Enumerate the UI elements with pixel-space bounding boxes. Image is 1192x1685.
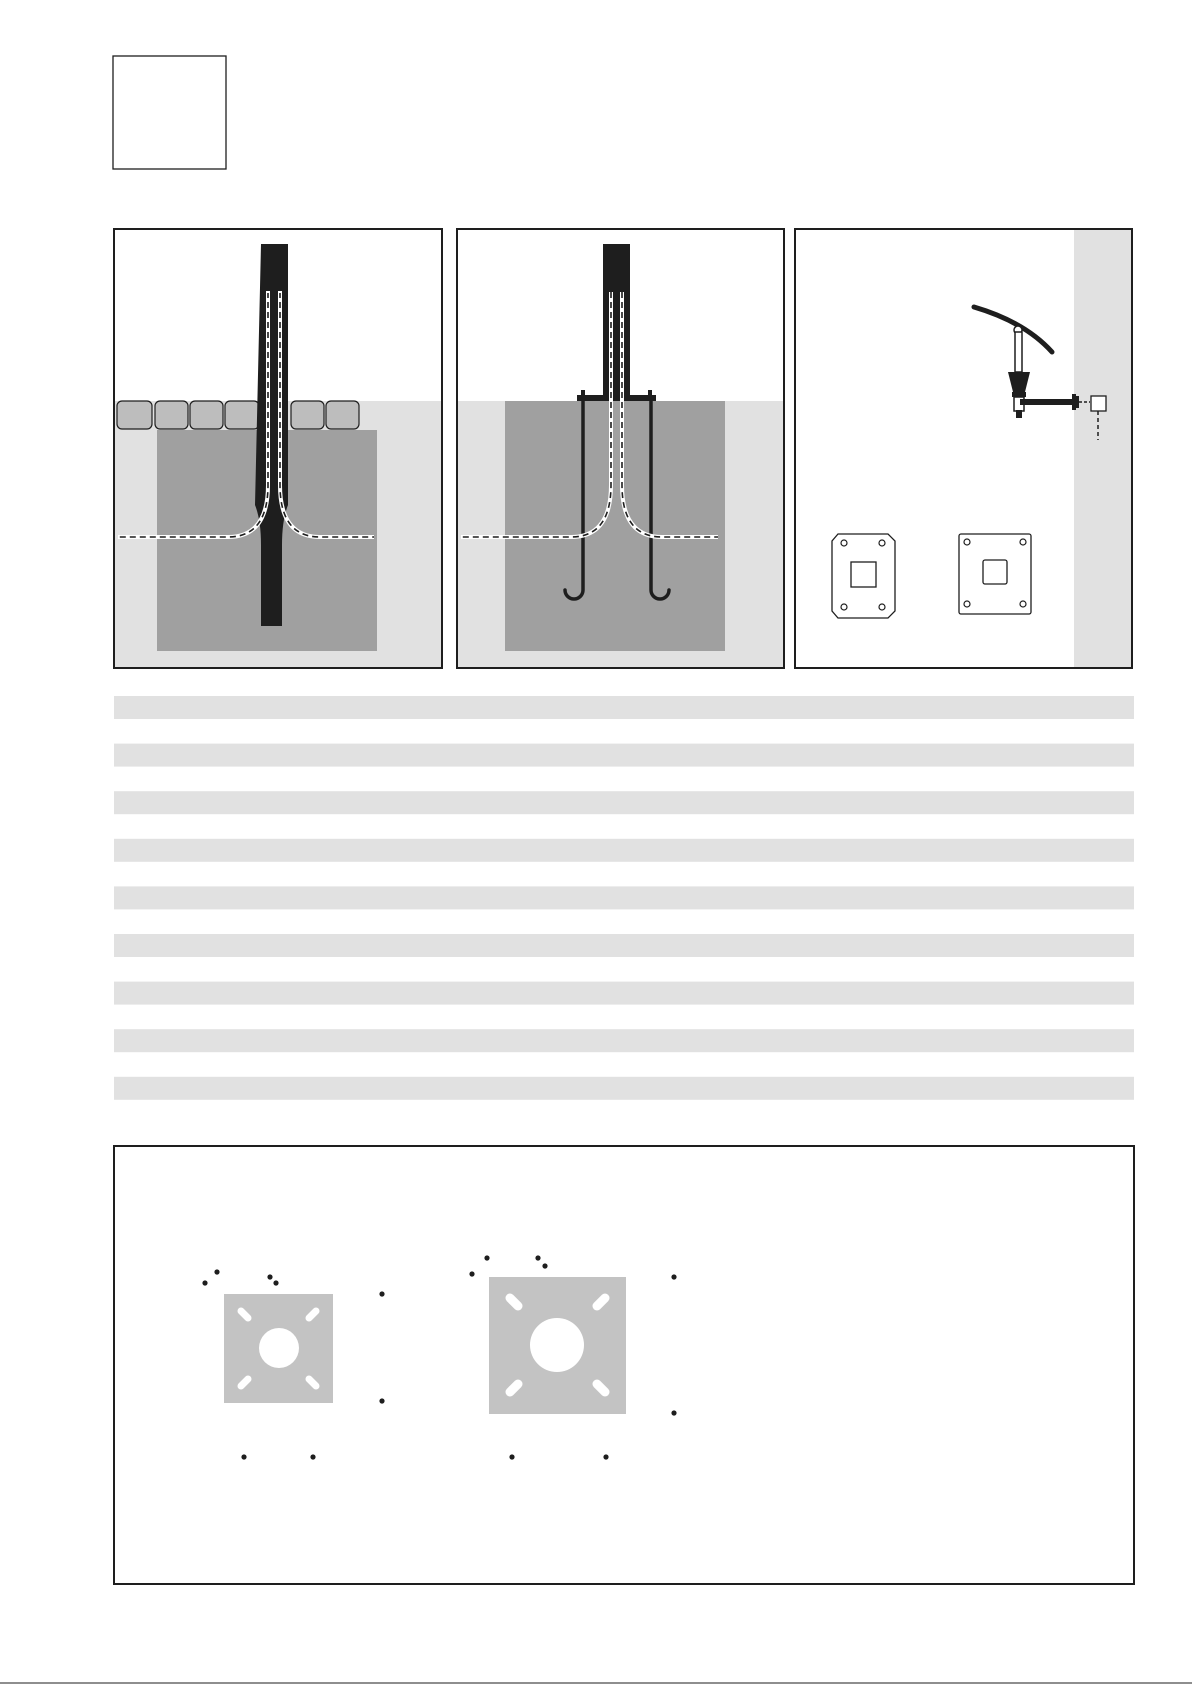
write-in-line xyxy=(114,1029,1134,1052)
base-plate xyxy=(577,395,656,401)
write-in-line xyxy=(114,744,1134,767)
pole-in-concrete-panel xyxy=(114,229,442,668)
wall-mount-panel xyxy=(795,229,1132,668)
step-number-box xyxy=(113,56,226,169)
write-in-line xyxy=(114,791,1134,814)
write-in-line xyxy=(114,696,1134,719)
write-in-line xyxy=(114,982,1134,1005)
junction-box-icon xyxy=(1091,396,1106,411)
wall xyxy=(1074,229,1132,668)
write-in-line xyxy=(114,886,1134,909)
pole-stub xyxy=(603,244,630,399)
anchor-bolt-foundation-panel xyxy=(457,229,784,668)
wall-plate-chamfered-icon xyxy=(832,534,895,618)
write-in-line xyxy=(114,839,1134,862)
mounting-plates-box xyxy=(114,1146,1134,1584)
write-in-line xyxy=(114,934,1134,957)
write-in-line xyxy=(114,1077,1134,1100)
write-in-lines xyxy=(114,696,1134,1100)
wall-plate-square-icon xyxy=(959,534,1031,614)
